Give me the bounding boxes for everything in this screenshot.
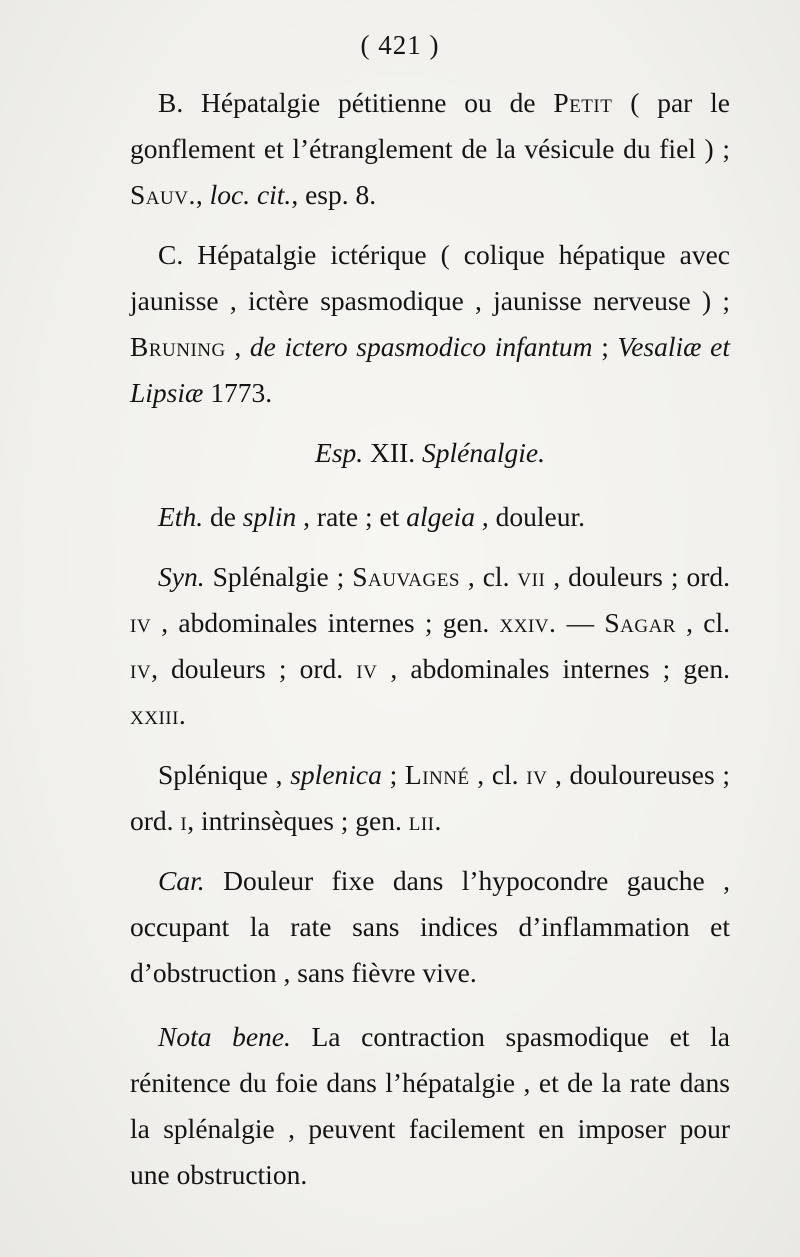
paragraph-c: C. Hépatalgie ictérique ( colique hépatique avec jaunisse , ictère spasmodique , jaunisse nerveuse ) ; Bruning , de ictero spasmodico infantum ; Vesaliæ et Lipsiæ 1773. [130,239,730,408]
page-number: ( 421 ) [360,30,440,60]
etymology-label: Eth. [158,501,204,532]
paragraph-linne: Splénique , splenica ; Linné , cl. iv , douloureuses ; ord. i, intrinsèques ; gen. lii. [130,759,730,836]
spacer [130,476,730,494]
character-label: Car. [158,865,205,896]
paragraph-synonymy: Syn. Splénalgie ; Sauvages , cl. vii , douleurs ; ord. iv , abdominales internes ; gen. xxiv. — Sagar , cl. iv, douleurs ; ord. iv , abdominales internes ; gen. xxiii. [130,561,730,730]
species-heading: Esp. XII. Splénalgie. [315,437,545,468]
loc-cit: loc. cit. [209,179,292,210]
author-sauvages: Sauvages [352,561,460,592]
paragraph-character: Car. Douleur fixe dans l’hypocondre gauche , occupant la rate sans indices d’inflammation et d’obstruction , sans fièvre vive. [130,865,730,988]
nota-bene-label: Nota bene. [158,1021,291,1052]
publication-place: Vesaliæ et Lipsiæ [130,331,730,408]
paragraph-b: B. Hépatalgie pétitienne ou de Petit ( par le gonflement et l’étranglement de la vésicule du fiel ) ; Sauv., loc. cit., esp. 8. [130,87,730,210]
author-petit: Petit [553,87,613,118]
spacer [130,844,730,858]
paragraph-etymology: Eth. de splin , rate ; et algeia , douleur. [158,501,585,532]
section-label-c: C. [158,239,184,270]
paragraph-nota-bene: Nota bene. La contraction spasmodique et la rénitence du foie dans l’hépatalgie , et de la rate dans la splénalgie , peuvent facilement en imposer pour une obstruction. [130,1021,730,1190]
spacer [130,416,730,430]
spacer [130,540,730,554]
author-sagar: Sagar [604,607,676,638]
synonymy-label: Syn. [158,561,205,592]
author-sauvages-abbrev: Sauv. [130,179,196,210]
spacer [130,738,730,752]
work-title: de ictero spasmodico infantum [249,331,593,362]
spacer [130,218,730,232]
spacer [130,996,730,1014]
page-body [130,80,730,1198]
species-name: Splénalgie. [421,437,545,468]
author-linne: Linné [404,759,470,790]
author-bruning: Bruning [130,331,226,362]
section-label-b: B. [158,87,184,118]
